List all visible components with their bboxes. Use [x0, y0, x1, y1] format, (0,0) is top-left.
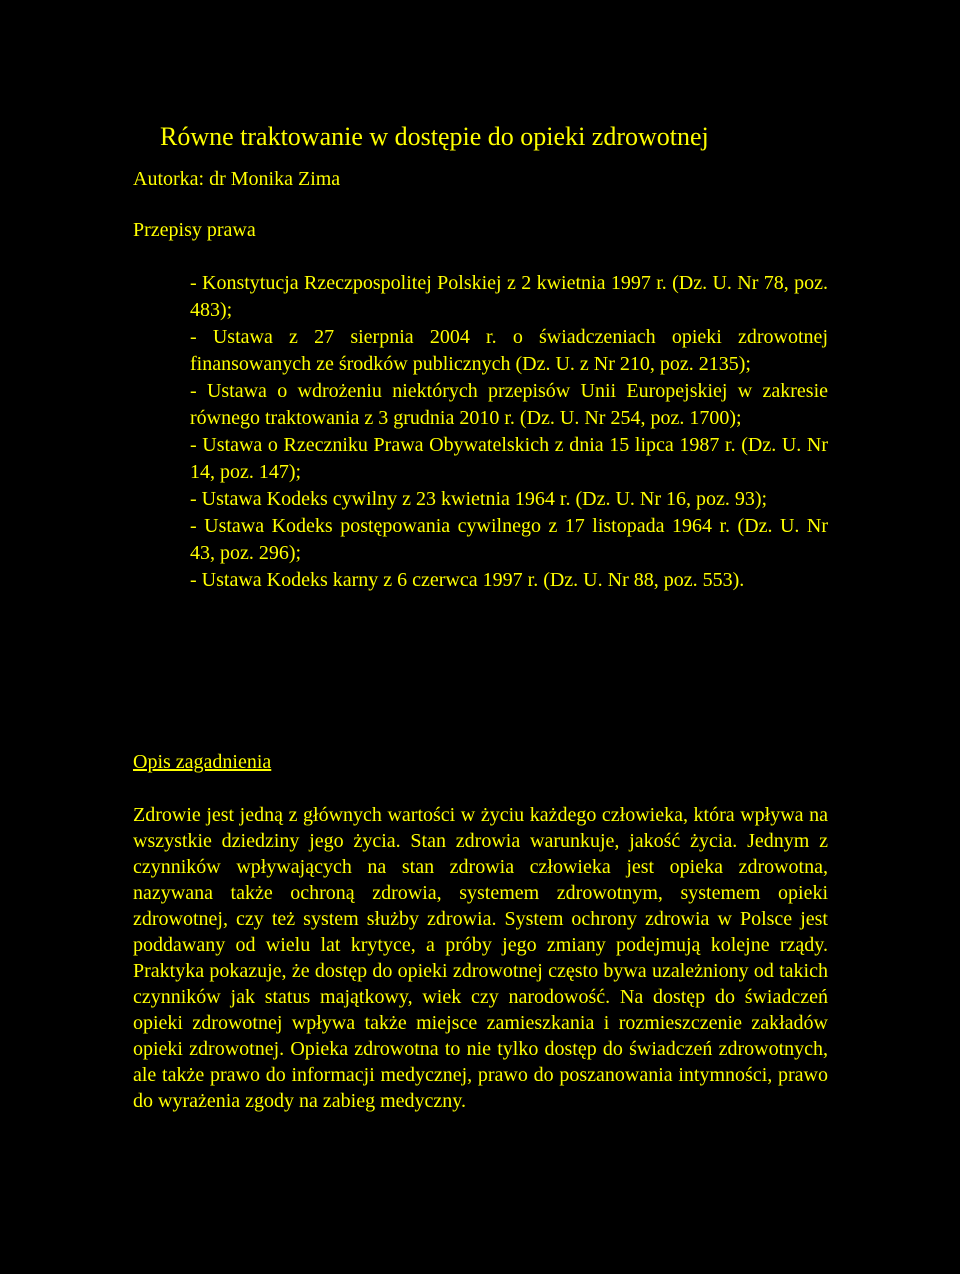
- law-item: - Ustawa Kodeks cywilny z 23 kwietnia 1964 r. (Dz. U. Nr 16, poz. 93);: [190, 488, 768, 510]
- body-paragraph: Zdrowie jest jedną z głównych wartości w życiu każdego człowieka, która wpływa na wszystkie dziedziny jego życia. Stan zdrowia warunkuje, jakość życia. Jednym z czynników wpływających na stan zdrowia człowieka jest opieka zdrowotna, nazywana także ochroną zdrowia, systemem zdrowotnym, systemem opieki zdrowotnej, czy też system służby zdrowia. System ochrony zdrowia w Polsce jest poddawany od wielu lat krytyce, a próby jego zmiany podejmują kolejne rządy. Praktyka pokazuje, że dostęp do opieki zdrowotnej często bywa uzależniony od takich czynników jak status majątkowy, wiek czy narodowość. Na dostęp do świadczeń opieki zdrowotnej wpływa także miejsce zamieszkania i rozmieszczenie zakładów opieki zdrowotnej. Opieka zdrowotna to nie tylko dostęp do świadczeń zdrowotnych, ale także prawo do informacji medycznej, prawo do poszanowania intymności, prawo do wyrażenia zgody na zabieg medyczny.: [133, 804, 828, 1112]
- law-item: - Ustawa Kodeks postępowania cywilnego z 17 listopada 1964 r. (Dz. U. Nr 43, poz. 296);: [190, 515, 828, 564]
- document-title: Równe traktowanie w dostępie do opieki zdrowotnej: [160, 122, 709, 151]
- law-item: - Ustawa o wdrożeniu niektórych przepisów Unii Europejskiej w zakresie równego traktowania z 3 grudnia 2010 r. (Dz. U. Nr 254, poz. 1700);: [190, 380, 828, 429]
- section-heading-issue: Opis zagadnienia: [133, 751, 272, 773]
- law-item: - Ustawa z 27 sierpnia 2004 r. o świadczeniach opieki zdrowotnej finansowanych ze środków publicznych (Dz. U. z Nr 210, poz. 2135);: [190, 326, 828, 375]
- section-heading-laws: Przepisy prawa: [133, 219, 256, 241]
- law-item: - Ustawa o Rzeczniku Prawa Obywatelskich z dnia 15 lipca 1987 r. (Dz. U. Nr 14, poz. 147);: [190, 434, 828, 483]
- law-list: [190, 270, 828, 594]
- law-item: - Ustawa Kodeks karny z 6 czerwca 1997 r. (Dz. U. Nr 88, poz. 553).: [190, 569, 745, 591]
- law-item: - Konstytucja Rzeczpospolitej Polskiej z 2 kwietnia 1997 r. (Dz. U. Nr 78, poz. 483);: [190, 272, 828, 321]
- author-line: Autorka: dr Monika Zima: [133, 168, 341, 190]
